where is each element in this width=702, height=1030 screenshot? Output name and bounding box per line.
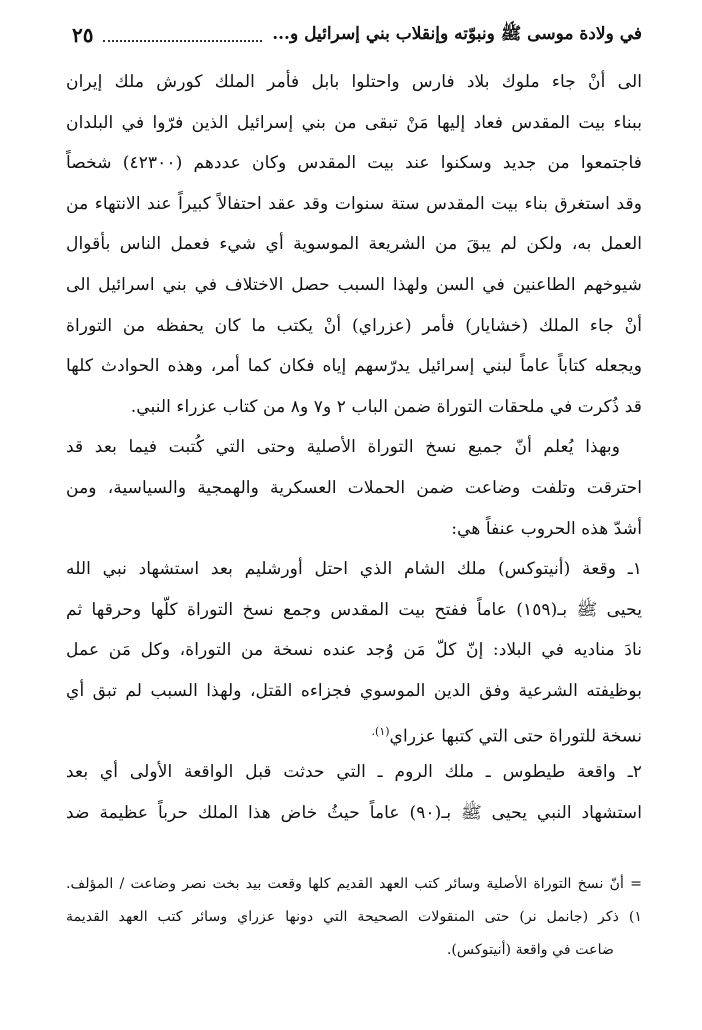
text-line: بوظيفته الشرعية وفق الدين الموسوي فجزاءه القتل، ولهذا السبب لم تبق أي	[66, 680, 642, 701]
text-line: نادَ مناديه في البلاد: إنّ كلّ مَن وُجد عنده نسخة من التوراة، وكل مَن عمل	[66, 640, 642, 661]
footnote-line: ١) ذكر (جانمل نر) حتى المنقولات الصحيحة التي دونها عزراي وسائر كتب العهد القديمة	[66, 909, 642, 925]
text-line: ببناء بيت المقدس فعاد إليها مَنْ تبقى من بني إسرائيل الذين فرّوا في البلدان	[66, 112, 642, 133]
text-line-content: نسخة للتوراة حتى التي كتبها عزراي	[389, 726, 642, 747]
text-line: العمل به، ولكن لم يبقَ من الشريعة الموسوية أي شيء فعمل الناس بأقوال	[66, 234, 642, 255]
text-line: وبهذا يُعلم أنّ جميع نسخ التوراة الأصلية وحتى التي كُتبت فيما بعد قد	[66, 437, 620, 458]
footnote-line: = أنّ نسخ التوراة الأصلية وسائر كتب العهد القديم كلها وقعت بيد بخت نصر وضاعت / المؤلف.	[66, 876, 642, 892]
header-leader-dots	[103, 40, 262, 42]
page-header	[72, 20, 642, 50]
text-line: شيوخهم الطاعنين في السن ولهذا السبب حصل الاختلاف في بني اسرائيل الى	[66, 274, 642, 295]
text-line: ٢ـ واقعة طيطوس ـ ملك الروم ـ التي حدثت قبل الواقعة الأولى أي بعد	[66, 762, 642, 783]
body-text	[66, 62, 642, 833]
text-line: الى أنْ جاء ملوك بلاد فارس واحتلوا بابل فأمر الملك كورش ملك إيران	[66, 72, 642, 92]
footnote-reference: (١).	[371, 724, 390, 738]
text-line: احترقت وتلفت وضاعت ضمن الحملات العسكرية والهمجية والسياسية، ومن	[66, 477, 642, 498]
page-number: ٢٥	[72, 23, 94, 47]
footnotes	[66, 868, 642, 967]
text-line: قد ذُكرت في ملحقات التوراة ضمن الباب ٢ و٧ و٨ من كتاب عزراء النبي.	[130, 396, 642, 417]
text-line: يحيى ﷺ بـ(١٥٩) عاماً ففتح بيت المقدس وجمع نسخ التوراة كلّها وحرقها ثم	[66, 599, 642, 620]
text-line: استشهاد النبي يحيى ﷺ بـ(٩٠) عاماً حيثُ خاض هذا الملك حرباً عظيمة ضد	[66, 802, 642, 823]
text-line	[66, 712, 642, 753]
text-line: أنْ جاء الملك (خشايار) فأمر (عزراي) أنْ يكتب ما كان يحفظه من التوراة	[66, 315, 642, 336]
text-line: ويجعله كتاباً عاماً لبني إسرائيل يدرّسهم إياه فكان كما أمر، وهذه الحوادث كلها	[66, 356, 642, 377]
text-line: فاجتمعوا من جديد وسكنوا عند بيت المقدس وكان عددهم (٤٢٣٠٠) شخصاً	[66, 153, 642, 174]
text-line: ١ـ وقعة (أنيتوكس) ملك الشام الذي احتل أورشليم بعد استشهاد نبي الله	[66, 559, 642, 580]
running-title: في ولادة موسى ﷺ ونبوّته وإنقلاب بني إسرائيل و...	[272, 23, 642, 44]
text-line: أشدّ هذه الحروب عنفاً هي:	[451, 518, 642, 539]
text-line: وقد استغرق بناء بيت المقدس ستة سنوات وقد عقد احتفالاً كبيراً عند الانتهاء من	[66, 193, 642, 214]
footnote-line: ضاعت في واقعة (أنيتوكس).	[446, 942, 614, 958]
